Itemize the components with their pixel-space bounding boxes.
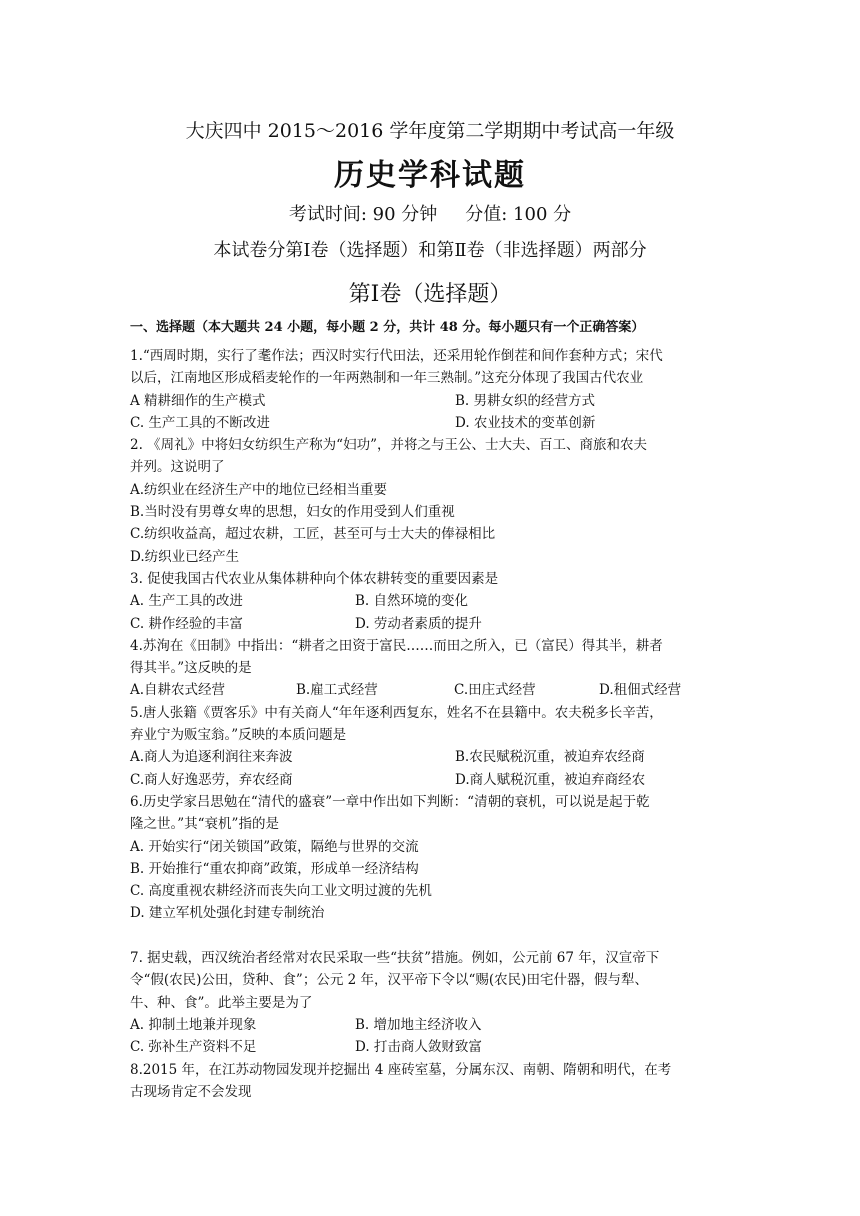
option-d: D. 建立军机处强化封建专制统治 xyxy=(130,905,325,922)
options-row xyxy=(130,746,740,768)
question-text: 弃业宁为贩宝翁。”反映的本质问题是 xyxy=(130,727,347,744)
option-b: B.雇工式经营 xyxy=(296,682,378,699)
question-text: 并列。这说明了 xyxy=(130,459,225,476)
option-a: A 精耕细作的生产模式 xyxy=(130,392,266,409)
option-c: C.商人好逸恶劳，弃农经商 xyxy=(130,771,293,788)
question-text: 4.苏洵在《田制》中指出：“耕者之田资于富民……而田之所入，已（富民）得其半，耕者 xyxy=(130,637,663,654)
option-c: C. 生产工具的不断改进 xyxy=(130,414,270,431)
option-b: B. 增加地主经济收入 xyxy=(355,1016,482,1033)
option-b: B. 自然环境的变化 xyxy=(355,593,469,610)
spacer xyxy=(130,925,740,947)
question-text: 6.历史学家吕思勉在“清代的盛衰”一章中作出如下判断：“清朝的衰机，可以说是起于乾 xyxy=(130,793,650,810)
question-3 xyxy=(130,568,740,635)
section-title: 一、选择题（本大题共 24 小题，每小题 2 分，共计 48 分。每小题只有一个正确答案） xyxy=(130,320,645,335)
option-b: B.农民赋税沉重，被迫弃农经商 xyxy=(455,749,645,766)
options-row xyxy=(130,679,740,701)
paper-structure-note: 本试卷分第Ⅰ卷（选择题）和第Ⅱ卷（非选择题）两部分 xyxy=(213,240,647,261)
option-c: C.田庄式经营 xyxy=(454,682,536,699)
question-7 xyxy=(130,947,740,1058)
options-row xyxy=(130,390,740,412)
option-a: A.纺织业在经济生产中的地位已经相当重要 xyxy=(130,481,388,498)
question-4 xyxy=(130,635,740,702)
exam-time: 考试时间: 90 分钟 xyxy=(288,204,438,225)
option-a: A.自耕农式经营 xyxy=(130,682,226,699)
option-b: B. 男耕女织的经营方式 xyxy=(455,392,596,409)
question-text: 8.2015 年，在江苏动物园发现并挖掘出 4 座砖室墓，分属东汉、南朝、隋朝和明代，在考 xyxy=(130,1061,672,1078)
option-d: D.纺织业已经产生 xyxy=(130,548,240,565)
option-a: A.商人为追逐利润往来奔波 xyxy=(130,749,293,766)
options-row xyxy=(130,613,740,635)
question-text: 5.唐人张籍《贾客乐》中有关商人“年年逐利西复东，姓名不在县籍中。农夫税多长辛苦， xyxy=(130,704,663,721)
question-text: 古现场肯定不会发现 xyxy=(130,1083,252,1100)
option-b: B. 开始推行“重农抑商”政策，形成单一经济结构 xyxy=(130,860,419,877)
exam-meta xyxy=(0,200,860,226)
exam-score: 分值: 100 分 xyxy=(465,204,572,225)
option-d: D. 劳动者素质的提升 xyxy=(355,615,482,632)
options-row xyxy=(130,412,740,434)
question-text: 2. 《周礼》中将妇女纺织生产称为“妇功”，并将之与王公、士大夫、百工、商旅和农夫 xyxy=(130,437,647,454)
question-text: 1.“西周时期，实行了耄作法；西汉时实行代田法，还采用轮作倒茬和间作套种方式；宋代 xyxy=(130,348,663,364)
question-text: 得其半。”这反映的是 xyxy=(130,660,252,677)
options-row xyxy=(130,590,740,612)
question-text: 隆之世。”其“衰机”指的是 xyxy=(130,816,279,833)
option-d: D.租佃式经营 xyxy=(599,682,682,699)
option-c: C. 高度重视农耕经济而丧失向工业文明过渡的先机 xyxy=(130,883,432,900)
options-row xyxy=(130,1014,740,1036)
option-c: C.纺织收益高，超过农耕，工匠，甚至可与士大夫的俸禄相比 xyxy=(130,526,496,543)
option-c: C. 耕作经验的丰富 xyxy=(130,615,243,632)
question-1 xyxy=(130,345,740,434)
option-a: A. 抑制土地兼并现象 xyxy=(130,1016,257,1033)
option-a: A. 开始实行“闭关锁国”政策，隔绝与世界的交流 xyxy=(130,838,419,855)
question-text: 3. 促使我国古代农业从集体耕种向个体农耕转变的重要因素是 xyxy=(130,570,499,587)
question-2 xyxy=(130,434,740,568)
option-c: C. 弥补生产资料不足 xyxy=(130,1039,257,1056)
option-a: A. 生产工具的改进 xyxy=(130,593,243,610)
question-list xyxy=(130,345,740,1103)
option-d: D. 打击商人敛财致富 xyxy=(355,1039,482,1056)
options-row xyxy=(130,769,740,791)
question-text: 7. 据史载，西汉统治者经常对农民采取一些“扶贫”措施。例如，公元前 67 年，汉宣帝下 xyxy=(130,950,660,967)
question-6 xyxy=(130,791,740,925)
question-5 xyxy=(130,702,740,791)
question-8 xyxy=(130,1059,740,1104)
part-one-title: 第Ⅰ卷（选择题） xyxy=(348,282,512,307)
option-b: B.当时没有男尊女卑的思想，妇女的作用受到人们重视 xyxy=(130,504,455,521)
question-text: 牛、种、食”。此举主要是为了 xyxy=(130,994,313,1011)
option-d: D.商人赋税沉重，被迫弃商经农 xyxy=(455,771,646,788)
school-exam-title: 大庆四中 2015～2016 学年度第二学期期中考试高一年级 xyxy=(185,120,675,142)
question-text: 以后，江南地区形成稻麦轮作的一年两熟制和一年三熟制。”这充分体现了我国古代农业 xyxy=(130,370,644,387)
option-d: D. 农业技术的变革创新 xyxy=(455,414,596,431)
options-row xyxy=(130,1036,740,1058)
subject-title: 历史学科试题 xyxy=(334,158,526,193)
question-text: 令“假(农民)公田，贷种、食”；公元 2 年，汉平帝下令以“赐(农民)田宅什器，假与犁、 xyxy=(130,972,648,989)
